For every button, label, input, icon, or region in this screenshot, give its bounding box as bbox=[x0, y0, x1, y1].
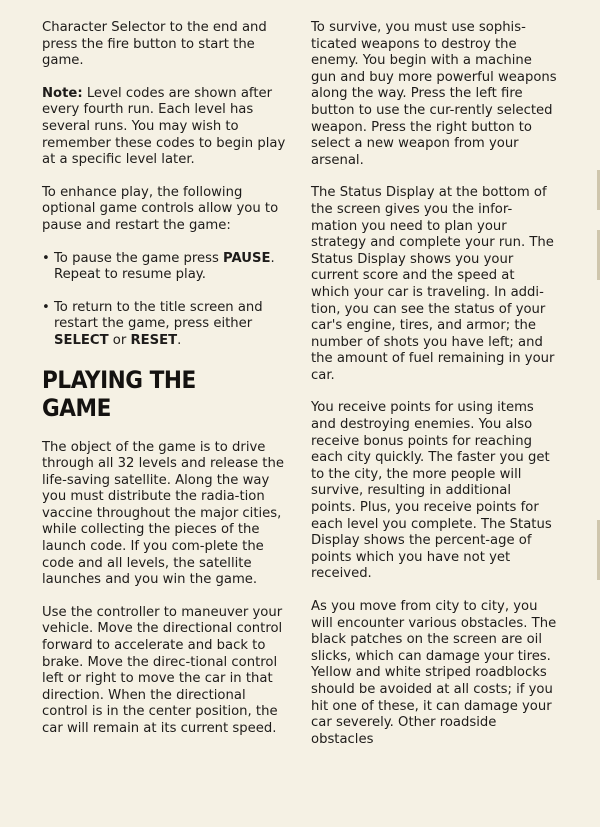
bullet-restart-pre: To return to the title screen and restart the game, press either bbox=[54, 299, 263, 332]
note-label: Note: bbox=[42, 85, 83, 101]
intro-paragraph: Character Selector to the end and press the fire button to start the game. bbox=[42, 20, 267, 69]
note-text: Level codes are shown after every fourth run. Each level has several runs. You may wish to remember these codes to begin play at a specific level later. bbox=[42, 85, 286, 168]
objective-paragraph: The object of the game is to drive through all 32 levels and release the life-saving satellite. Along the way you must distribute the radia-tion vaccine throughout the major cities, while collecting the pieces of the launch code. If you com-plete the code and all levels, the satellite launches and you win the game. bbox=[42, 439, 284, 588]
controller-paragraph: Use the controller to maneuver your vehicle. Move the directional control forward to accelerate and back to brake. Move the direc-tional control left or right to move the car in that direction. When the directional control is in the center position, the car will remain at its current speed. bbox=[42, 604, 283, 736]
optional-controls-paragraph: To enhance play, the following optional game controls allow you to pause and restart the game: bbox=[42, 184, 279, 233]
bullet-dot-icon: • bbox=[42, 250, 50, 266]
bullet-pause bbox=[42, 251, 292, 284]
bullet-dot-icon: • bbox=[42, 299, 50, 315]
bullet-restart bbox=[42, 300, 292, 350]
right-column bbox=[311, 20, 557, 764]
key-pause: PAUSE bbox=[223, 250, 271, 266]
bullet-restart-post: . bbox=[177, 332, 182, 348]
section-heading: PLAYING THE GAME bbox=[42, 365, 196, 422]
bullet-pause-pre: To pause the game press bbox=[54, 250, 224, 266]
left-column bbox=[42, 20, 292, 754]
bullet-restart-mid: or bbox=[108, 332, 131, 348]
status-display-paragraph: The Status Display at the bottom of the screen gives you the infor-mation you need to plan your strategy and complete your run. The Status Display shows you your current score and the speed at which your car is traveling. In addi-tion, you can see the status of your car's engine, tires, and armor; the number of shots you have left; and the amount of fuel remaining in your car. bbox=[311, 185, 555, 383]
key-reset: RESET bbox=[130, 332, 178, 348]
weapons-paragraph: To survive, you must use sophis-ticated weapons to destroy the enemy. You begin with a machine gun and buy more powerful weapons along the way. Press the left fire button to use the cur-rently selected weapon. Press the right button to select a new weapon from your arsenal. bbox=[311, 20, 557, 168]
key-select: SELECT bbox=[54, 332, 109, 348]
note-paragraph bbox=[42, 86, 292, 169]
obstacles-paragraph: As you move from city to city, you will encounter various obstacles. The black patches on the screen are oil slicks, which can damage your tires. Yellow and white striped roadblocks should be avoided at all costs; if you hit one of these, it can damage your car severely. Other roadside obstacles bbox=[311, 599, 557, 747]
bullet-pause-post: . Repeat to resume play. bbox=[54, 250, 275, 283]
points-paragraph: You receive points for using items and destroying enemies. You also receive bonus points for reaching each city quickly. The faster you get to the city, the more people will survive, resulting in additional points. Plus, you receive points for each level you complete. The Status Display shows the percent-age of points which you have not yet received. bbox=[311, 400, 552, 582]
